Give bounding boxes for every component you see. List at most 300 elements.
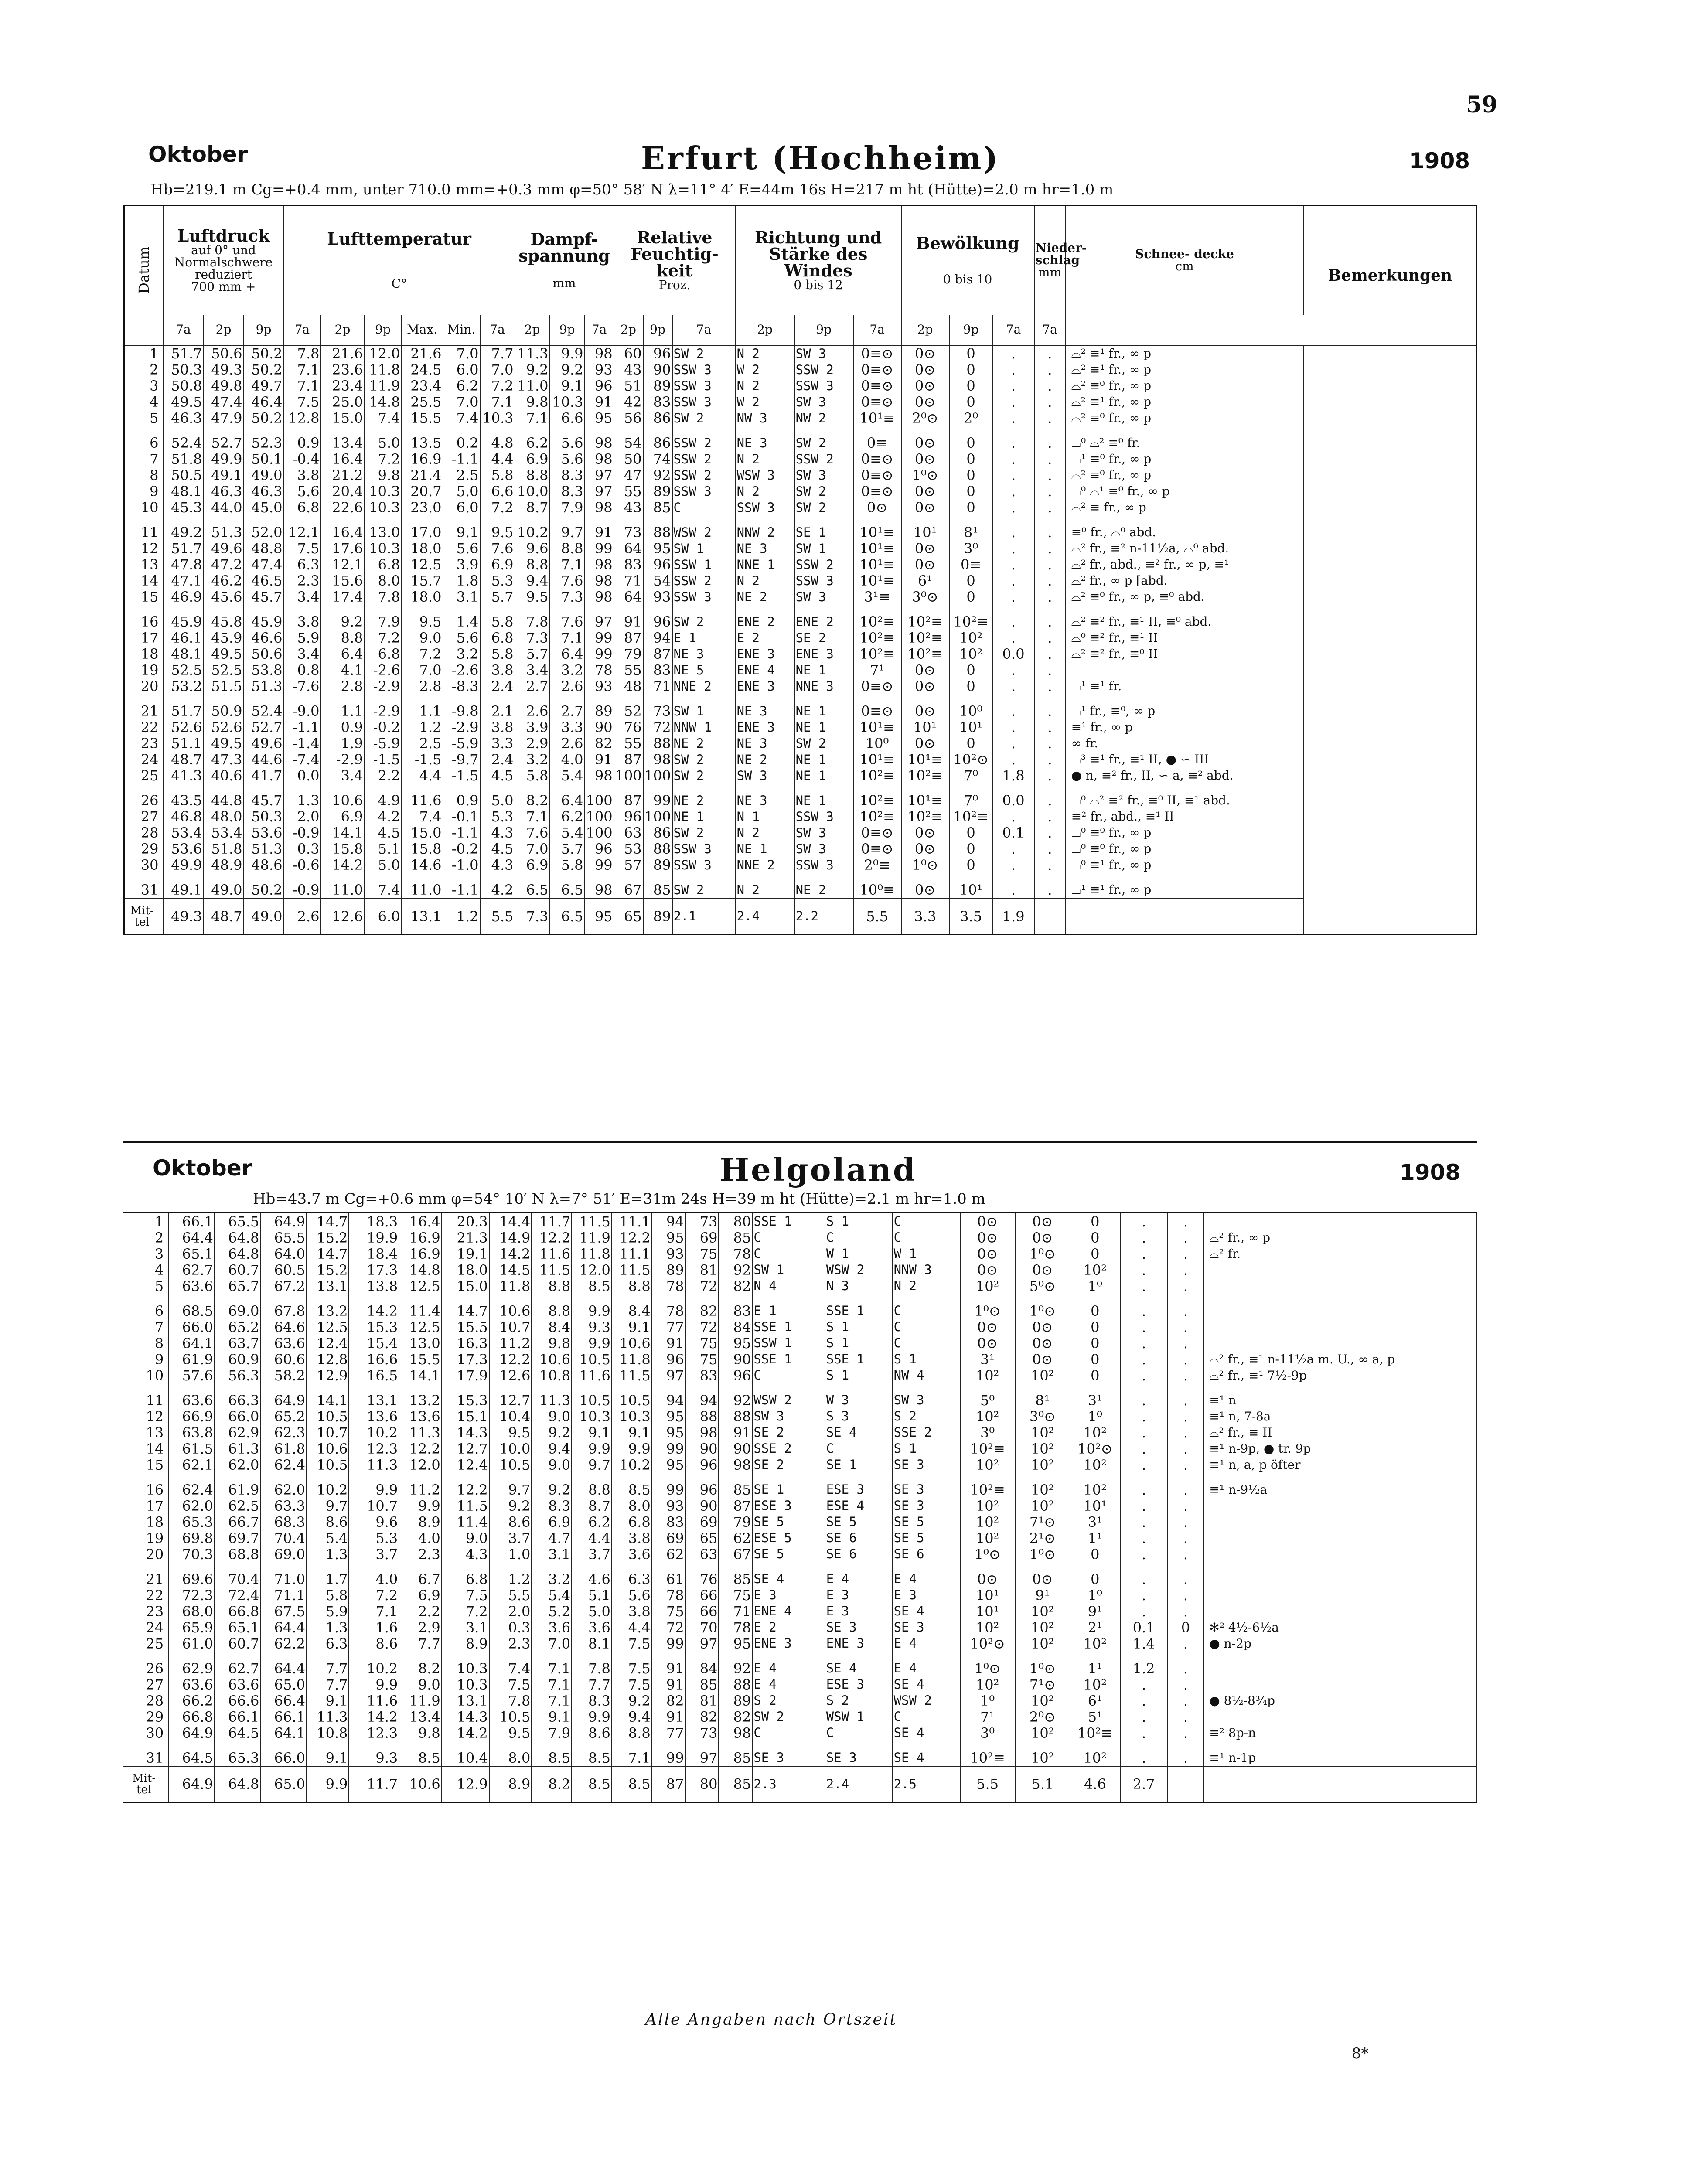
value-cell: 5.8 (480, 467, 515, 484)
value-cell: 7.6 (550, 573, 585, 589)
value-cell: 1.1 (402, 703, 443, 719)
value-cell: 65.9 (168, 1619, 215, 1635)
value-cell: 65.3 (168, 1514, 215, 1530)
value-cell: 75 (685, 1335, 719, 1351)
value-cell: 5.0 (572, 1603, 612, 1619)
value-cell: 5.1 (365, 841, 402, 857)
value-cell: 49.3 (204, 362, 244, 378)
value-cell: 0≡⊙ (853, 841, 901, 857)
value-cell: 14.2 (349, 1709, 399, 1725)
value-cell: C (893, 1230, 960, 1246)
value-cell: 0 (949, 484, 993, 500)
value-cell: 96 (719, 1367, 752, 1383)
value-cell: 72 (685, 1278, 719, 1294)
value-cell: SE 4 (893, 1725, 960, 1741)
mittel-value: 1.9 (993, 899, 1034, 935)
value-cell: 9.2 (532, 1482, 572, 1498)
value-cell: 11.1 (612, 1213, 652, 1230)
value-cell: 0⊙ (853, 500, 901, 516)
value-cell: 8.2 (399, 1660, 442, 1676)
erfurt-col-bem: Bemerkungen (1304, 206, 1477, 345)
value-cell: 81 (685, 1262, 719, 1278)
value-cell: 72.3 (168, 1587, 215, 1603)
value-cell: SE 6 (825, 1546, 893, 1562)
value-cell: 50.6 (244, 646, 284, 662)
value-cell: . (1168, 1676, 1204, 1693)
remark-cell (1203, 1546, 1477, 1562)
value-cell: -9.7 (443, 752, 480, 768)
day-cell: 24 (124, 752, 164, 768)
value-cell: 0 (949, 435, 993, 451)
value-cell: -1.0 (443, 857, 480, 873)
value-cell: 3.2 (550, 662, 585, 678)
table-row (124, 809, 1477, 825)
value-cell: 7.4 (365, 882, 402, 899)
value-cell: 7.5 (284, 541, 321, 557)
value-cell: 47.4 (204, 394, 244, 410)
value-cell: 73 (614, 525, 643, 541)
mittel-value: 48.7 (204, 899, 244, 935)
value-cell: . (993, 678, 1034, 695)
value-cell: SW 3 (794, 825, 853, 841)
erfurt-station-title: Erfurt (Hochheim) (641, 140, 1000, 177)
value-cell: 24.5 (402, 362, 443, 378)
value-cell: 25.5 (402, 394, 443, 410)
value-cell: E 4 (893, 1571, 960, 1587)
remark-cell: ⌓² fr., ≡² n-11½a, ⌓⁰ abd. (1066, 541, 1304, 557)
value-cell: 0 (949, 573, 993, 589)
table-row (123, 1424, 1477, 1441)
value-cell: 99 (652, 1482, 685, 1498)
value-cell: 80 (719, 1213, 752, 1230)
table-row (123, 1676, 1477, 1693)
value-cell: 50.2 (244, 882, 284, 899)
value-cell: 13.8 (349, 1278, 399, 1294)
value-cell: . (1120, 1603, 1168, 1619)
value-cell: 5.6 (612, 1587, 652, 1603)
value-cell: 53.8 (244, 662, 284, 678)
value-cell: 12.1 (321, 557, 365, 573)
value-cell: 69.6 (168, 1571, 215, 1587)
value-cell: 0⊙ (960, 1213, 1015, 1230)
day-cell: 9 (124, 484, 164, 500)
value-cell: 5.6 (284, 484, 321, 500)
erfurt-col-schnee: Schnee- decke cm (1066, 206, 1304, 315)
value-cell: 21.6 (321, 345, 365, 362)
value-cell: S 1 (825, 1367, 893, 1383)
mittel-value (1034, 899, 1066, 935)
mittel-value (1168, 1766, 1204, 1802)
value-cell: 8¹ (1015, 1392, 1070, 1408)
value-cell: 14.6 (402, 857, 443, 873)
remark-cell (1203, 1303, 1477, 1319)
value-cell: 7.7 (399, 1635, 442, 1652)
value-cell: NE 2 (672, 793, 736, 809)
value-cell: 98 (719, 1457, 752, 1473)
value-cell: 10²≡ (853, 630, 901, 646)
value-cell: 56 (614, 410, 643, 426)
day-cell: 1 (124, 345, 164, 362)
value-cell: 71 (614, 573, 643, 589)
value-cell: E 3 (825, 1603, 893, 1619)
mittel-value: 5.1 (1015, 1766, 1070, 1802)
day-cell: 2 (124, 362, 164, 378)
value-cell: -7.4 (284, 752, 321, 768)
value-cell: 43 (614, 362, 643, 378)
value-cell: 10.5 (489, 1709, 532, 1725)
value-cell: 75 (719, 1587, 752, 1603)
value-cell: 61.9 (168, 1351, 215, 1367)
value-cell: 64.4 (260, 1660, 307, 1676)
value-cell: C (825, 1725, 893, 1741)
value-cell: 83 (614, 557, 643, 573)
value-cell: 10¹ (901, 525, 949, 541)
value-cell: 64.5 (168, 1750, 215, 1766)
value-cell: 14.8 (399, 1262, 442, 1278)
value-cell: 0⊙ (901, 825, 949, 841)
remark-cell: ⌴¹ ≡⁰ fr., ∞ p (1066, 451, 1304, 467)
value-cell: 86 (643, 410, 672, 426)
value-cell: SW 2 (672, 410, 736, 426)
value-cell: 0 (1070, 1571, 1120, 1587)
value-cell: 0≡ (853, 435, 901, 451)
value-cell: SE 1 (825, 1457, 893, 1473)
value-cell: 0.8 (284, 662, 321, 678)
remark-cell: ⌴⁰ ≡¹ fr., ∞ p (1066, 857, 1304, 873)
value-cell: 6.7 (399, 1571, 442, 1587)
value-cell: 7.3 (515, 630, 550, 646)
day-cell: 6 (123, 1303, 168, 1319)
value-cell: 15.0 (321, 410, 365, 426)
value-cell: 96 (652, 1351, 685, 1367)
value-cell: . (1168, 1441, 1204, 1457)
value-cell: 10.3 (442, 1660, 489, 1676)
value-cell: . (993, 614, 1034, 630)
value-cell: 5.4 (532, 1587, 572, 1603)
value-cell: 2.5 (443, 467, 480, 484)
value-cell: SW 2 (672, 825, 736, 841)
value-cell: . (993, 882, 1034, 899)
value-cell: S 3 (825, 1408, 893, 1424)
table-row (123, 1441, 1477, 1457)
value-cell: 7.7 (307, 1676, 349, 1693)
value-cell: 14.2 (442, 1725, 489, 1741)
remark-cell (1066, 662, 1304, 678)
value-cell: SW 2 (672, 345, 736, 362)
value-cell: -1.5 (402, 752, 443, 768)
value-cell: 64.1 (168, 1335, 215, 1351)
value-cell: 17.0 (402, 525, 443, 541)
value-cell: . (1168, 1530, 1204, 1546)
value-cell: 4.5 (480, 841, 515, 857)
day-cell: 11 (124, 525, 164, 541)
day-cell: 22 (124, 719, 164, 736)
value-cell: 52.7 (244, 719, 284, 736)
table-row (124, 703, 1477, 719)
day-cell: 2 (123, 1230, 168, 1246)
value-cell: 7.2 (480, 378, 515, 394)
value-cell: 54 (614, 435, 643, 451)
remark-cell: ⌓² ≡⁰ fr., ∞ p, ≡⁰ abd. (1066, 589, 1304, 605)
value-cell: 13.4 (321, 435, 365, 451)
value-cell: NE 2 (672, 736, 736, 752)
value-cell: 10.5 (307, 1408, 349, 1424)
value-cell: 5⁰ (960, 1392, 1015, 1408)
value-cell: 48.9 (204, 857, 244, 873)
value-cell: 99 (585, 646, 614, 662)
value-cell: NW 3 (736, 410, 794, 426)
value-cell: . (1034, 752, 1066, 768)
value-cell: 10.7 (489, 1319, 532, 1335)
mittel-value: 2.5 (893, 1766, 960, 1802)
value-cell: 7.1 (284, 378, 321, 394)
value-cell: 9.5 (489, 1424, 532, 1441)
value-cell: 7.0 (515, 841, 550, 857)
value-cell: 7.4 (365, 410, 402, 426)
value-cell: SSW 1 (752, 1335, 825, 1351)
value-cell: 0 (1070, 1335, 1120, 1351)
value-cell: 51.5 (204, 678, 244, 695)
value-cell: 17.6 (321, 541, 365, 557)
day-cell: 15 (124, 589, 164, 605)
value-cell: SSW 3 (672, 857, 736, 873)
value-cell: 10.0 (489, 1441, 532, 1457)
value-cell: 11.4 (442, 1514, 489, 1530)
value-cell: 52.4 (164, 435, 204, 451)
value-cell: 2.6 (550, 736, 585, 752)
value-cell: 9.5 (489, 1725, 532, 1741)
value-cell: SE 5 (893, 1514, 960, 1530)
value-cell: 48.0 (204, 809, 244, 825)
value-cell: 0⊙ (901, 541, 949, 557)
day-cell: 9 (123, 1351, 168, 1367)
day-cell: 6 (124, 435, 164, 451)
value-cell: 2.0 (284, 809, 321, 825)
value-cell: 0 (949, 467, 993, 484)
value-cell: 9.9 (572, 1303, 612, 1319)
erfurt-col-datum: Datum (124, 206, 164, 345)
value-cell: 11.3 (307, 1709, 349, 1725)
value-cell: 65 (685, 1530, 719, 1546)
value-cell: C (752, 1246, 825, 1262)
value-cell: SSW 2 (794, 451, 853, 467)
value-cell: 9.1 (550, 378, 585, 394)
remark-cell: ⌓² fr., ≡ II (1203, 1424, 1477, 1441)
value-cell: 11.7 (532, 1213, 572, 1230)
value-cell: 15.4 (349, 1335, 399, 1351)
value-cell: 47.1 (164, 573, 204, 589)
table-row (124, 484, 1477, 500)
value-cell: 82 (685, 1709, 719, 1725)
value-cell: C (752, 1367, 825, 1383)
remark-cell: ✻² 4½-6½a (1203, 1619, 1477, 1635)
value-cell: 2.3 (489, 1635, 532, 1652)
value-cell: 21.4 (402, 467, 443, 484)
value-cell: N 2 (893, 1278, 960, 1294)
value-cell: 91 (652, 1709, 685, 1725)
value-cell: 8.8 (550, 541, 585, 557)
value-cell: 0⊙ (1015, 1262, 1070, 1278)
value-cell: 5.6 (443, 630, 480, 646)
value-cell: 0≡⊙ (853, 345, 901, 362)
value-cell: N 4 (752, 1278, 825, 1294)
value-cell: 13.1 (442, 1693, 489, 1709)
value-cell: 8.0 (612, 1498, 652, 1514)
value-cell: 1⁰⊙ (960, 1546, 1015, 1562)
value-cell: 15.7 (402, 573, 443, 589)
value-cell: SE 3 (752, 1750, 825, 1766)
value-cell: 87 (614, 793, 643, 809)
table-row (124, 345, 1477, 362)
value-cell: 10²≡ (960, 1482, 1015, 1498)
value-cell: 70.4 (215, 1571, 261, 1587)
value-cell: NNW 2 (736, 525, 794, 541)
value-cell: 18.0 (442, 1262, 489, 1278)
remark-cell (1203, 1319, 1477, 1335)
value-cell: . (1120, 1530, 1168, 1546)
value-cell: 8.3 (572, 1693, 612, 1709)
mittel-value: 2.4 (736, 899, 794, 935)
value-cell: 2.4 (480, 752, 515, 768)
value-cell: 20.7 (402, 484, 443, 500)
value-cell: 67.2 (260, 1278, 307, 1294)
day-cell: 4 (123, 1262, 168, 1278)
value-cell: 10²≡ (853, 646, 901, 662)
mittel-label: Mit- tel (123, 1766, 168, 1802)
value-cell: 87 (719, 1498, 752, 1514)
value-cell: . (1120, 1676, 1168, 1693)
value-cell: SW 2 (672, 882, 736, 899)
value-cell: 8.8 (572, 1482, 612, 1498)
value-cell: 6.2 (515, 435, 550, 451)
value-cell: 11.0 (321, 882, 365, 899)
remark-cell (1203, 1278, 1477, 1294)
table-row (124, 793, 1477, 809)
value-cell: 10¹≡ (853, 719, 901, 736)
value-cell: 85 (719, 1750, 752, 1766)
value-cell: S 1 (825, 1335, 893, 1351)
value-cell: ENE 2 (794, 614, 853, 630)
value-cell: 85 (685, 1676, 719, 1693)
value-cell: 3.9 (515, 719, 550, 736)
value-cell: 8.7 (515, 500, 550, 516)
remark-cell (1203, 1603, 1477, 1619)
value-cell: 2.2 (399, 1603, 442, 1619)
value-cell: 0 (949, 378, 993, 394)
value-cell: 87 (643, 646, 672, 662)
value-cell: 1.7 (307, 1571, 349, 1587)
value-cell: SSW 3 (794, 573, 853, 589)
value-cell: 10² (960, 1676, 1015, 1693)
value-cell: 7.1 (284, 362, 321, 378)
erfurt-col-bew: Bewölkung 0 bis 10 (901, 206, 1034, 315)
value-cell: 9.9 (349, 1676, 399, 1693)
day-cell: 31 (123, 1750, 168, 1766)
value-cell: 5⁰⊙ (1015, 1278, 1070, 1294)
value-cell: 100 (643, 809, 672, 825)
value-cell: 48.8 (244, 541, 284, 557)
value-cell: 99 (643, 793, 672, 809)
value-cell: 0.0 (993, 646, 1034, 662)
value-cell: 72 (652, 1619, 685, 1635)
mittel-value: 12.6 (321, 899, 365, 935)
value-cell: 3.3 (480, 736, 515, 752)
value-cell: C (893, 1213, 960, 1230)
value-cell: 0⊙ (1015, 1351, 1070, 1367)
remark-cell: ⌴⁰ ⌓² ≡⁰ fr. (1066, 435, 1304, 451)
value-cell: 6.8 (612, 1514, 652, 1530)
value-cell: 7.1 (515, 410, 550, 426)
value-cell: 5.3 (349, 1530, 399, 1546)
value-cell: 0⊙ (1015, 1571, 1070, 1587)
value-cell: 62.2 (260, 1635, 307, 1652)
value-cell: ENE 3 (736, 646, 794, 662)
value-cell: 12.5 (402, 557, 443, 573)
value-cell: 65.0 (260, 1676, 307, 1693)
value-cell: 7.0 (480, 362, 515, 378)
value-cell: 5.0 (365, 857, 402, 873)
value-cell: 9.0 (532, 1408, 572, 1424)
value-cell: -1.1 (443, 882, 480, 899)
value-cell: 5.6 (550, 435, 585, 451)
value-cell: 10.2 (612, 1457, 652, 1473)
value-cell: 10.5 (489, 1457, 532, 1473)
value-cell: S 2 (893, 1408, 960, 1424)
value-cell: 3¹ (1070, 1392, 1120, 1408)
value-cell: 1.2 (1120, 1660, 1168, 1676)
remark-cell: ⌴¹ fr., ≡⁰, ∞ p (1066, 703, 1304, 719)
value-cell: ESE 3 (825, 1676, 893, 1693)
value-cell: 87 (614, 630, 643, 646)
value-cell: 0.3 (489, 1619, 532, 1635)
value-cell: 50.8 (164, 378, 204, 394)
value-cell: . (1168, 1230, 1204, 1246)
remark-cell: ⌓² fr., ≡¹ n-11½a m. U., ∞ a, p (1203, 1351, 1477, 1367)
value-cell: 7.4 (443, 410, 480, 426)
value-cell: 10.4 (442, 1750, 489, 1766)
remark-cell (1203, 1660, 1477, 1676)
value-cell: 53 (614, 841, 643, 857)
value-cell: 10²≡ (901, 614, 949, 630)
value-cell: 9.5 (480, 525, 515, 541)
remark-cell: ⌴¹ ≡¹ fr. (1066, 678, 1304, 695)
value-cell: 96 (614, 809, 643, 825)
value-cell: 42 (614, 394, 643, 410)
value-cell: 10² (1015, 1750, 1070, 1766)
value-cell: . (1034, 541, 1066, 557)
value-cell: 1⁰ (1070, 1278, 1120, 1294)
value-cell: 45.8 (204, 614, 244, 630)
value-cell: . (1034, 500, 1066, 516)
value-cell: 50.3 (244, 809, 284, 825)
value-cell: 55 (614, 484, 643, 500)
value-cell: 0≡⊙ (853, 678, 901, 695)
value-cell: 7.2 (442, 1603, 489, 1619)
value-cell: 9.1 (443, 525, 480, 541)
value-cell: 1⁰ (1070, 1408, 1120, 1424)
value-cell: 7.5 (612, 1635, 652, 1652)
table-row (124, 525, 1477, 541)
value-cell: ENE 3 (825, 1635, 893, 1652)
value-cell: ENE 3 (752, 1635, 825, 1652)
value-cell: S 2 (752, 1693, 825, 1709)
value-cell: 16.4 (399, 1213, 442, 1230)
value-cell: 7.0 (402, 662, 443, 678)
value-cell: 3.4 (284, 646, 321, 662)
value-cell: 66.4 (260, 1693, 307, 1709)
value-cell: 9.3 (349, 1750, 399, 1766)
value-cell: 0⊙ (960, 1335, 1015, 1351)
